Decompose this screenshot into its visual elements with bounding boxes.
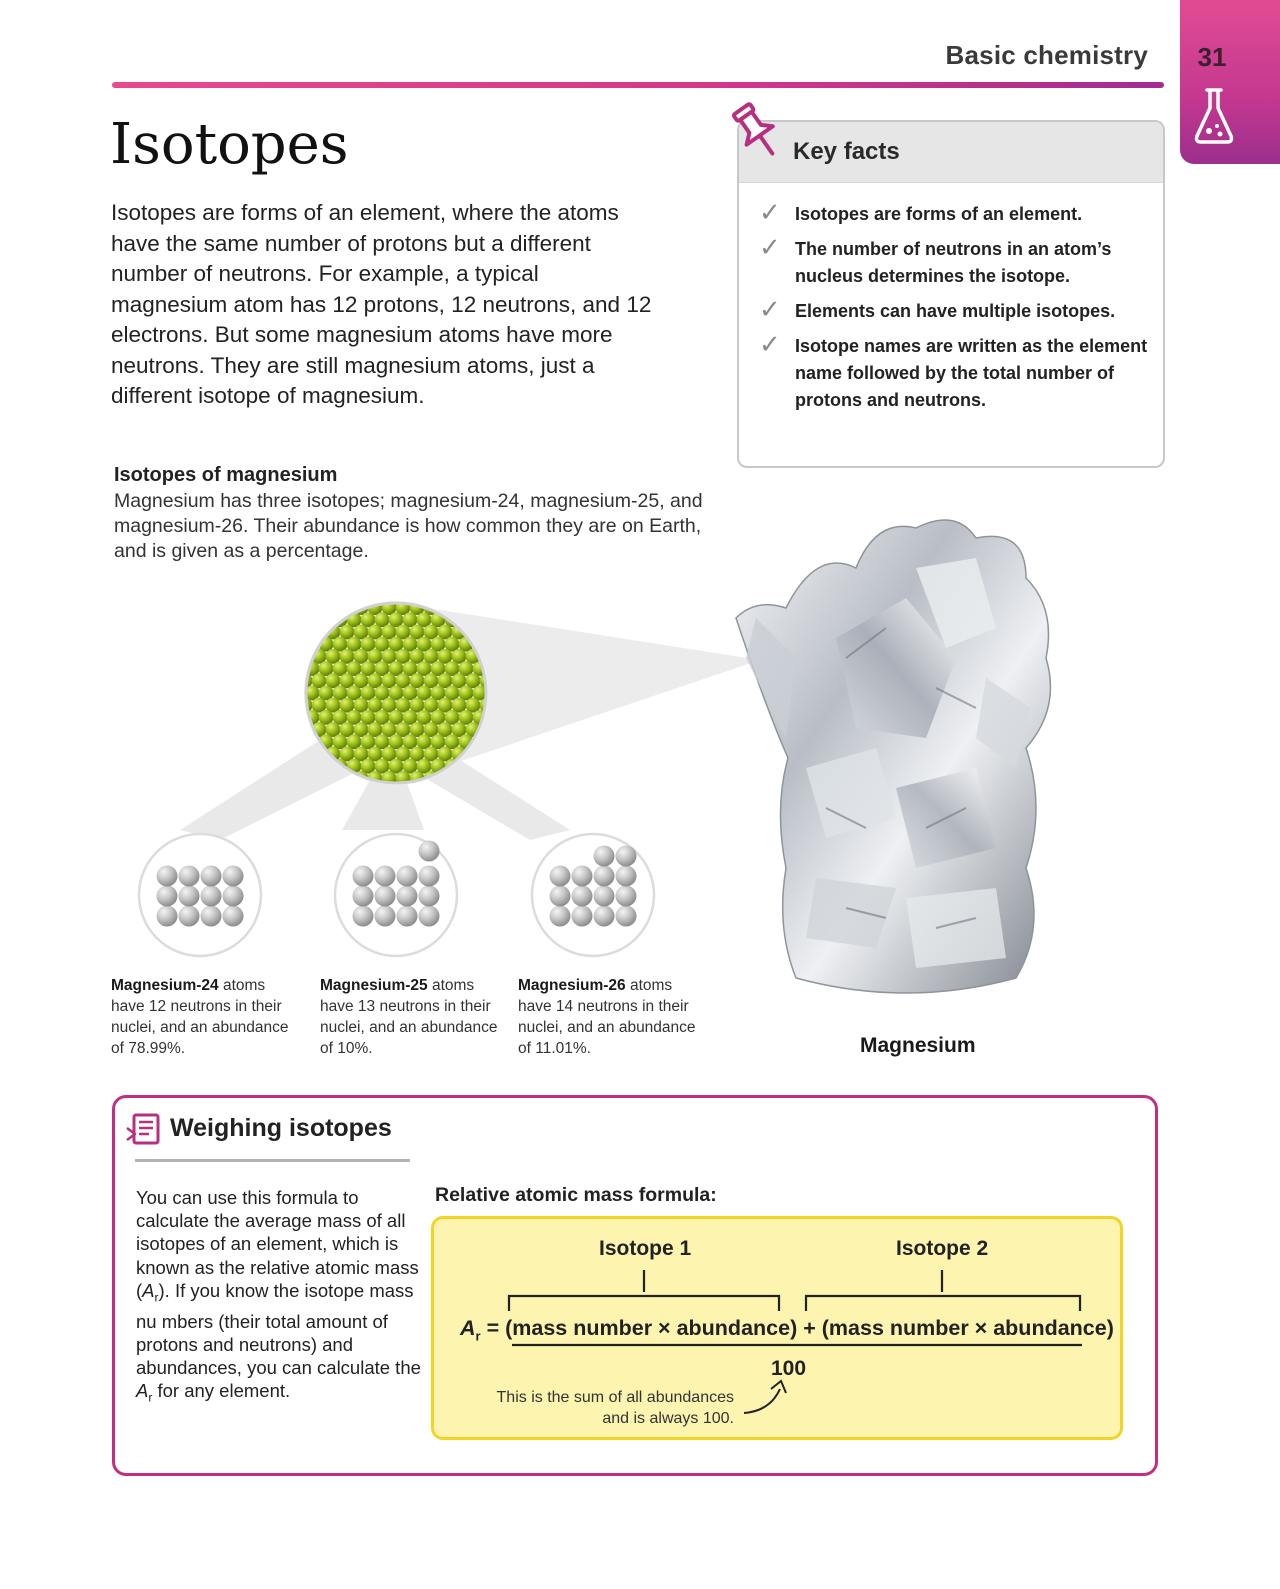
pushpin-icon xyxy=(730,100,786,166)
atom-sphere xyxy=(389,590,404,603)
neutron-sphere xyxy=(594,886,615,907)
atom-sphere xyxy=(375,590,390,603)
key-facts-list xyxy=(739,183,1163,414)
neutron-sphere xyxy=(419,841,440,862)
neutron-sphere xyxy=(353,886,374,907)
isotope-name: Magnesium-25 xyxy=(320,977,428,994)
intro-paragraph: Isotopes are forms of an element, where the atoms have the same number of protons but a different number of neutrons. For example, a typical magnesium atom has 12 protons, 12 neutrons, and 12 electrons. But some magnesium atoms have more neutrons. They are still magnesium atoms, just a different isotope of magnesium. xyxy=(111,200,652,408)
key-facts-box xyxy=(737,120,1165,468)
section-label: Basic chemistry xyxy=(945,40,1148,70)
magnesium-label: Magnesium xyxy=(860,1034,976,1057)
key-fact-item xyxy=(757,329,1153,414)
neutron-sphere xyxy=(353,906,374,927)
isotope-diagram xyxy=(120,590,800,980)
caption-mg24 xyxy=(111,975,301,1059)
header-rule xyxy=(112,82,1164,88)
neutron-sphere xyxy=(157,906,178,927)
neutron-sphere xyxy=(419,906,440,927)
key-fact-text: Isotopes are forms of an element. xyxy=(795,204,1083,224)
neutron-sphere xyxy=(157,886,178,907)
neutron-sphere xyxy=(419,866,440,887)
key-fact-item xyxy=(757,197,1153,228)
formula-isotope-1: Isotope 1 xyxy=(599,1237,692,1260)
formula-note: This is the sum of all abundances and is always 100. xyxy=(496,1389,734,1427)
weighing-isotopes-box xyxy=(112,1095,1158,1476)
flask-icon xyxy=(1192,86,1236,146)
check-icon: ✓ xyxy=(759,329,781,359)
formula-expression: $A_r$ = (mass number × abundance) + (mass number × abundance) xyxy=(460,1316,1114,1344)
neutron-sphere xyxy=(397,866,418,887)
neutron-sphere xyxy=(594,846,615,867)
neutron-sphere xyxy=(419,886,440,907)
magnesium-crystal-image xyxy=(726,508,1076,1018)
neutron-sphere xyxy=(616,846,637,867)
weighing-text: You can use this formula to calculate the average mass of all isotopes of an element, which is known as the relative atomic mass $(A_r)$. If you know the isotope mass nu mbers (their total amount of protons and neutrons) and abundances, you can calculate the $A_r$ for any element. xyxy=(136,1187,421,1405)
check-icon: ✓ xyxy=(759,232,781,262)
page-tab xyxy=(1180,0,1280,164)
isotope-caption-text: atoms have 14 neutrons in their nuclei, and an abundance of 11.01%. xyxy=(518,977,696,1057)
neutron-sphere xyxy=(550,886,571,907)
neutron-sphere xyxy=(223,886,244,907)
isotope-caption-text: atoms have 13 neutrons in their nuclei, and an abundance of 10%. xyxy=(320,977,498,1057)
neutron-sphere xyxy=(223,866,244,887)
neutron-sphere xyxy=(572,886,593,907)
neutron-sphere xyxy=(572,866,593,887)
isotope-name: Magnesium-26 xyxy=(518,977,626,994)
formula-box xyxy=(431,1216,1123,1440)
neutron-sphere xyxy=(375,886,396,907)
atom-sphere xyxy=(291,686,306,701)
neutron-sphere xyxy=(397,886,418,907)
isotope-caption-text: atoms have 12 neutrons in their nuclei, and an abundance of 78.99%. xyxy=(111,977,289,1057)
neutron-sphere xyxy=(550,906,571,927)
key-facts-header xyxy=(739,122,1163,183)
neutron-sphere xyxy=(201,866,222,887)
neutron-sphere xyxy=(179,886,200,907)
neutron-sphere xyxy=(616,886,637,907)
neutron-sphere xyxy=(223,906,244,927)
caption-mg25 xyxy=(320,975,510,1059)
neutron-sphere xyxy=(201,906,222,927)
weighing-title: Weighing isotopes xyxy=(170,1114,392,1142)
neutron-sphere xyxy=(375,866,396,887)
key-fact-text: Isotope names are written as the element name followed by the total number of protons and neutrons. xyxy=(795,336,1148,410)
key-fact-item xyxy=(757,294,1153,325)
caption-mg26 xyxy=(518,975,708,1059)
weighing-rule xyxy=(135,1159,410,1162)
formula-isotope-2: Isotope 2 xyxy=(896,1237,989,1260)
neutron-sphere xyxy=(594,906,615,927)
neutron-sphere xyxy=(616,906,637,927)
check-icon: ✓ xyxy=(759,197,781,227)
neutron-sphere xyxy=(550,866,571,887)
neutron-sphere xyxy=(375,906,396,927)
atom-sphere xyxy=(403,590,418,603)
formula-denominator: 100 xyxy=(771,1357,807,1380)
neutron-sphere xyxy=(594,866,615,887)
zoom-beam xyxy=(342,780,424,830)
neutron-sphere xyxy=(179,866,200,887)
key-fact-item xyxy=(757,232,1153,290)
neutron-sphere xyxy=(397,906,418,927)
page-number: 31 xyxy=(1197,42,1227,72)
neutron-sphere xyxy=(179,906,200,927)
neutron-sphere xyxy=(201,886,222,907)
isotopes-description: Magnesium has three isotopes; magnesium-24, magnesium-25, and magnesium-26. Their abundance is how common they are on Earth, and is given as a percentage. xyxy=(114,490,703,562)
check-icon: ✓ xyxy=(759,294,781,324)
neutron-sphere xyxy=(572,906,593,927)
page-title: Isotopes xyxy=(110,112,349,177)
neutron-sphere xyxy=(353,866,374,887)
key-fact-text: The number of neutrons in an atom’s nucleus determines the isotope. xyxy=(795,239,1112,286)
key-facts-title: Key facts xyxy=(793,138,900,165)
document-icon xyxy=(125,1112,163,1146)
key-fact-text: Elements can have multiple isotopes. xyxy=(795,301,1116,321)
isotope-name: Magnesium-24 xyxy=(111,977,219,994)
isotopes-heading: Isotopes of magnesium xyxy=(114,464,338,486)
neutron-sphere xyxy=(157,866,178,887)
neutron-sphere xyxy=(616,866,637,887)
formula-label: Relative atomic mass formula: xyxy=(435,1184,717,1206)
